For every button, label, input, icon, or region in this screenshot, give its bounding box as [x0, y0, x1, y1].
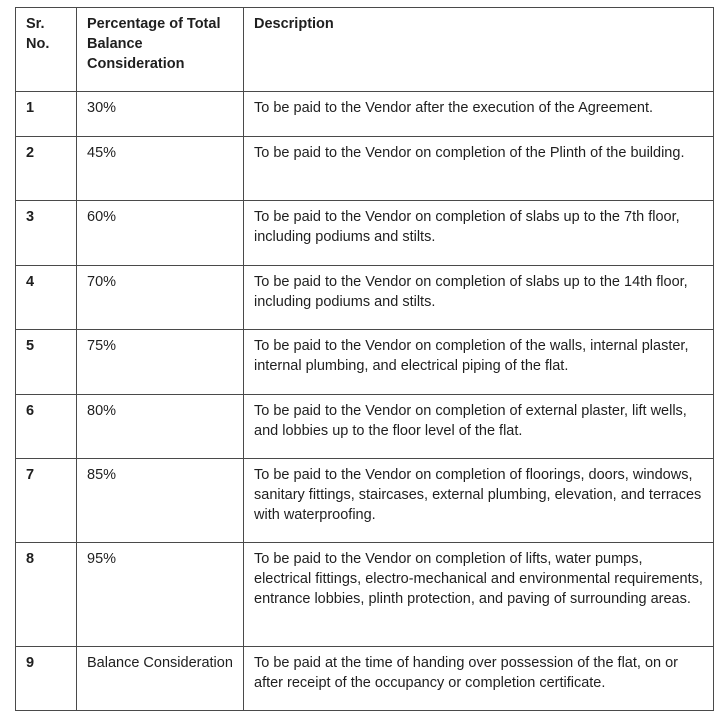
sr-no-cell: 9	[16, 647, 77, 711]
header-sr-no: Sr. No.	[16, 8, 77, 92]
sr-no-cell: 8	[16, 543, 77, 647]
description-cell: To be paid to the Vendor on completion of slabs up to the 14th floor, including podiums and stilts.	[244, 266, 714, 330]
description-cell: To be paid to the Vendor on completion of external plaster, lift wells, and lobbies up to the floor level of the flat.	[244, 395, 714, 459]
sr-no-cell: 4	[16, 266, 77, 330]
table-row	[16, 201, 714, 266]
table-row	[16, 137, 714, 201]
table-row	[16, 92, 714, 137]
table-row	[16, 330, 714, 395]
header-percentage: Percentage of Total Balance Consideration	[77, 8, 244, 92]
percentage-cell: Balance Consideration	[77, 647, 244, 711]
sr-no-cell: 1	[16, 92, 77, 137]
sr-no-cell: 2	[16, 137, 77, 201]
table-row	[16, 266, 714, 330]
percentage-cell: 45%	[77, 137, 244, 201]
percentage-cell: 75%	[77, 330, 244, 395]
table-row	[16, 543, 714, 647]
payment-schedule-table	[15, 7, 714, 711]
percentage-cell: 60%	[77, 201, 244, 266]
percentage-cell: 80%	[77, 395, 244, 459]
sr-no-cell: 6	[16, 395, 77, 459]
sr-no-cell: 5	[16, 330, 77, 395]
description-cell: To be paid to the Vendor on completion of lifts, water pumps, electrical fittings, electro-mechanical and environmental requirements, entrance lobbies, plinth protection, and paving of surrounding areas.	[244, 543, 714, 647]
table-row	[16, 395, 714, 459]
table-row	[16, 647, 714, 711]
percentage-cell: 95%	[77, 543, 244, 647]
description-cell: To be paid to the Vendor on completion of slabs up to the 7th floor, including podiums and stilts.	[244, 201, 714, 266]
table-row	[16, 459, 714, 543]
description-cell: To be paid to the Vendor after the execution of the Agreement.	[244, 92, 714, 137]
header-row	[16, 8, 714, 92]
description-cell: To be paid at the time of handing over possession of the flat, on or after receipt of the occupancy or completion certificate.	[244, 647, 714, 711]
header-description: Description	[244, 8, 714, 92]
percentage-cell: 30%	[77, 92, 244, 137]
description-cell: To be paid to the Vendor on completion of the walls, internal plaster, internal plumbing, and electrical piping of the flat.	[244, 330, 714, 395]
description-cell: To be paid to the Vendor on completion of floorings, doors, windows, sanitary fittings, staircases, external plumbing, elevation, and terraces with waterproofing.	[244, 459, 714, 543]
sr-no-cell: 3	[16, 201, 77, 266]
description-cell: To be paid to the Vendor on completion of the Plinth of the building.	[244, 137, 714, 201]
percentage-cell: 85%	[77, 459, 244, 543]
percentage-cell: 70%	[77, 266, 244, 330]
sr-no-cell: 7	[16, 459, 77, 543]
